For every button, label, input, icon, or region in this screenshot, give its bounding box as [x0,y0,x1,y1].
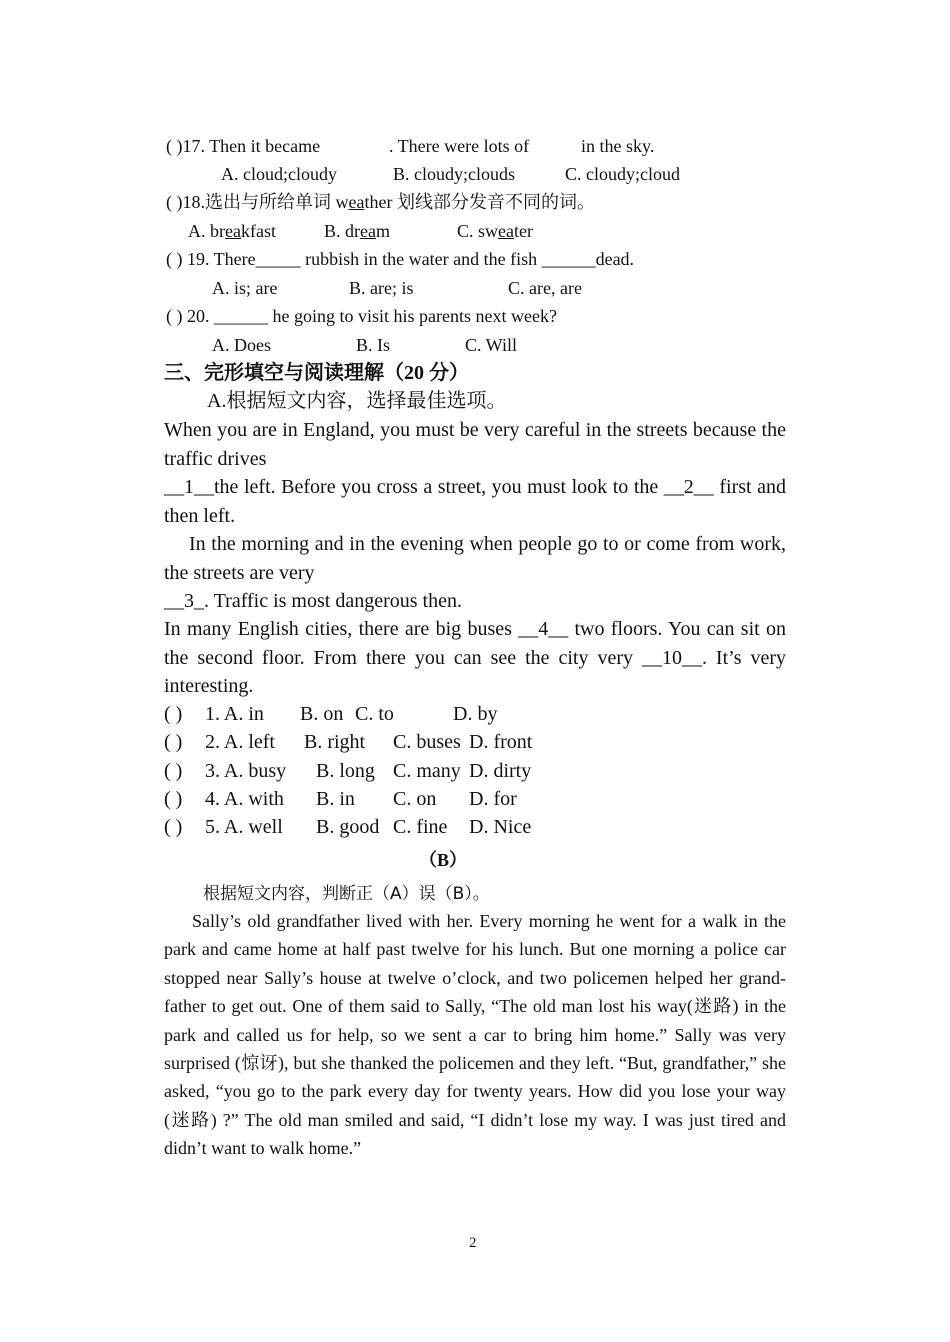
section-3-heading: 三、完形填空与阅读理解（20 分） [164,362,469,384]
answer-paren[interactable]: ( ) [164,731,183,753]
cloze-option-d: D. Nice [469,816,532,838]
cloze-option-d: D. for [469,788,517,810]
cloze-option-a: 5. A. well [205,816,283,838]
cloze-option-c: C. on [393,788,437,810]
passage-a-paragraph-3: In the morning and in the evening when people go to or come from work, the streets are very [164,533,786,584]
passage-a-paragraph-5: In many English cities, there are big buses __4__ two floors. You can sit on the second floor. From there you can see the city very __10__. It’s very interesting. [164,618,786,697]
cloze-option-b: B. on [300,703,344,725]
question-17-stem-mid: . There were lots of [389,136,530,156]
passage-a-paragraph-4: __3_. Traffic is most dangerous then. [164,590,462,612]
passage-b-paragraph: Sally’s old grandfather lived with her. Every morning he went for a walk in the park and came home at half past twelve for his lunch. But one morning a police car stopped near Sally’s house at twelve o’clock, and two policemen helped her grand- father to get out. One of them said to Sally, “The old man lost his way(迷路) in the park and called us for help, so we sent a car to bring him home.” Sally was very surprised (惊讶), but she thanked the policemen and they left. “But, grandfather,” she asked, “you go to the park every day for twenty years. How did you lose your way (迷路) ?” The old man smiled and said, “I didn’t lose my way. I was just tired and didn’t want to walk home.” [164,911,786,1159]
passage-a-paragraph-2: __1__the left. Before you cross a street, you must look to the __2__ first and then left. [164,476,786,527]
part-b-instruction: 根据短文内容，判断正（A）误（B）。 [203,884,490,904]
cloze-option-b: B. long [316,760,375,782]
cloze-option-c: C. fine [393,816,448,838]
question-19-stem: ( ) 19. There_____ rubbish in the water and the fish ______dead. [166,249,635,269]
cloze-option-c: C. to [355,703,394,725]
cloze-option-d: D. dirty [469,760,532,782]
answer-paren[interactable]: ( ) [164,816,183,838]
question-17-stem: ( )17. Then it became [166,136,321,156]
question-17-option-c: C. cloudy;cloud [565,164,680,184]
cloze-option-c: C. many [393,760,461,782]
cloze-option-a: 3. A. busy [205,760,287,782]
cloze-option-b: B. right [304,731,366,753]
answer-paren[interactable]: ( ) [164,760,183,782]
cloze-option-d: D. front [469,731,533,753]
page-number: 2 [469,1235,477,1251]
cloze-option-a: 1. A. in [205,703,264,725]
cloze-option-d: D. by [453,703,498,725]
question-17-option-b: B. cloudy;clouds [393,164,515,184]
question-20-option-c: C. Will [465,335,517,355]
cloze-option-c: C. buses [393,731,461,753]
cloze-option-a: 4. A. with [205,788,284,810]
question-18-stem: ( )18.选出与所给单词 weather 划线部分发音不同的词。 [166,192,595,212]
cloze-option-b: B. in [316,788,355,810]
passage-a-paragraph-1: When you are in England, you must be very careful in the streets because the traffic drives [164,419,786,470]
answer-paren[interactable]: ( ) [164,788,183,810]
question-19-option-a: A. is; are [212,278,278,298]
question-19-option-c: C. are, are [508,278,582,298]
question-17-stem-end: in the sky. [581,136,655,156]
question-20-option-a: A. Does [212,335,271,355]
question-19-option-b: B. are; is [349,278,414,298]
question-17-option-a: A. cloud;cloudy [221,164,337,184]
question-20-stem: ( ) 20. ______ he going to visit his parents next week? [166,306,557,326]
question-18-option-c: C. sweater [457,221,533,241]
answer-paren[interactable]: ( ) [164,703,183,725]
question-18-option-b: B. dream [324,221,390,241]
question-20-option-b: B. Is [356,335,391,355]
cloze-option-b: B. good [316,816,380,838]
part-b-heading: （B） [419,850,468,870]
cloze-option-a: 2. A. left [205,731,275,753]
question-18-option-a: A. breakfast [188,221,276,241]
part-a-instruction: A.根据短文内容，选择最佳选项。 [207,390,507,412]
